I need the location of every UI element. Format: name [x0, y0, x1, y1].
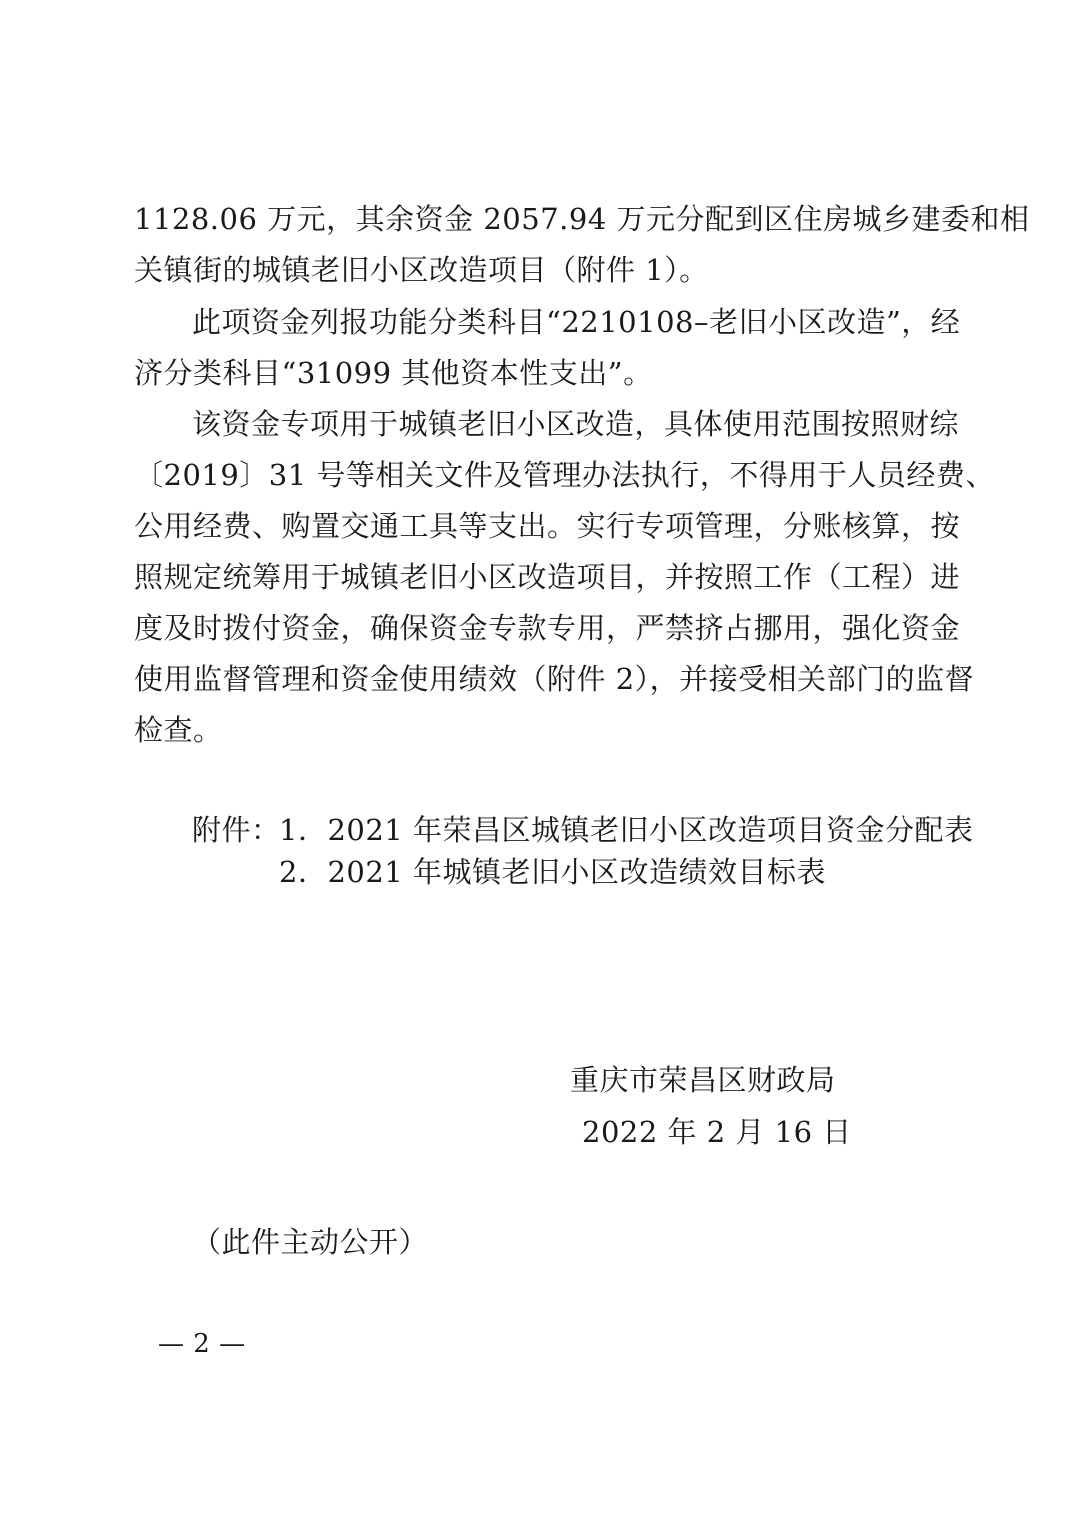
body-paragraph-line: 度及时拨付资金，确保资金专款专用，严禁挤占挪用，强化资金	[134, 611, 961, 645]
body-paragraph-line: 检查。	[134, 713, 223, 747]
body-paragraph-line: 〔2019〕31 号等相关文件及管理办法执行，不得用于人员经费、	[134, 458, 995, 492]
body-paragraph-line: 此项资金列报功能分类科目“2210108–老旧小区改造”，经	[192, 305, 961, 339]
attachment-item: 2．2021 年城镇老旧小区改造绩效目标表	[279, 855, 826, 889]
attachments-label: 附件：	[192, 813, 281, 847]
body-paragraph-line: 使用监督管理和资金使用绩效（附件 2），并接受相关部门的监督	[134, 662, 975, 696]
body-paragraph-line: 关镇街的城镇老旧小区改造项目（附件 1）。	[134, 253, 709, 287]
attachment-item: 1．2021 年荣昌区城镇老旧小区改造项目资金分配表	[279, 813, 974, 847]
page-number: — 2 —	[158, 1329, 246, 1359]
body-paragraph-line: 照规定统筹用于城镇老旧小区改造项目，并按照工作（工程）进	[134, 560, 961, 594]
issue-date: 2022 年 2 月 16 日	[582, 1115, 852, 1149]
disclosure-note: （此件主动公开）	[192, 1225, 429, 1259]
body-paragraph-line: 1128.06 万元，其余资金 2057.94 万元分配到区住房城乡建委和相	[134, 202, 1030, 236]
body-paragraph-line: 公用经费、购置交通工具等支出。实行专项管理，分账核算，按	[134, 509, 961, 543]
body-paragraph-line: 济分类科目“31099 其他资本性支出”。	[134, 356, 653, 390]
issuer-name: 重庆市荣昌区财政局	[570, 1063, 836, 1097]
body-paragraph-line: 该资金专项用于城镇老旧小区改造，具体使用范围按照财综	[192, 407, 960, 441]
